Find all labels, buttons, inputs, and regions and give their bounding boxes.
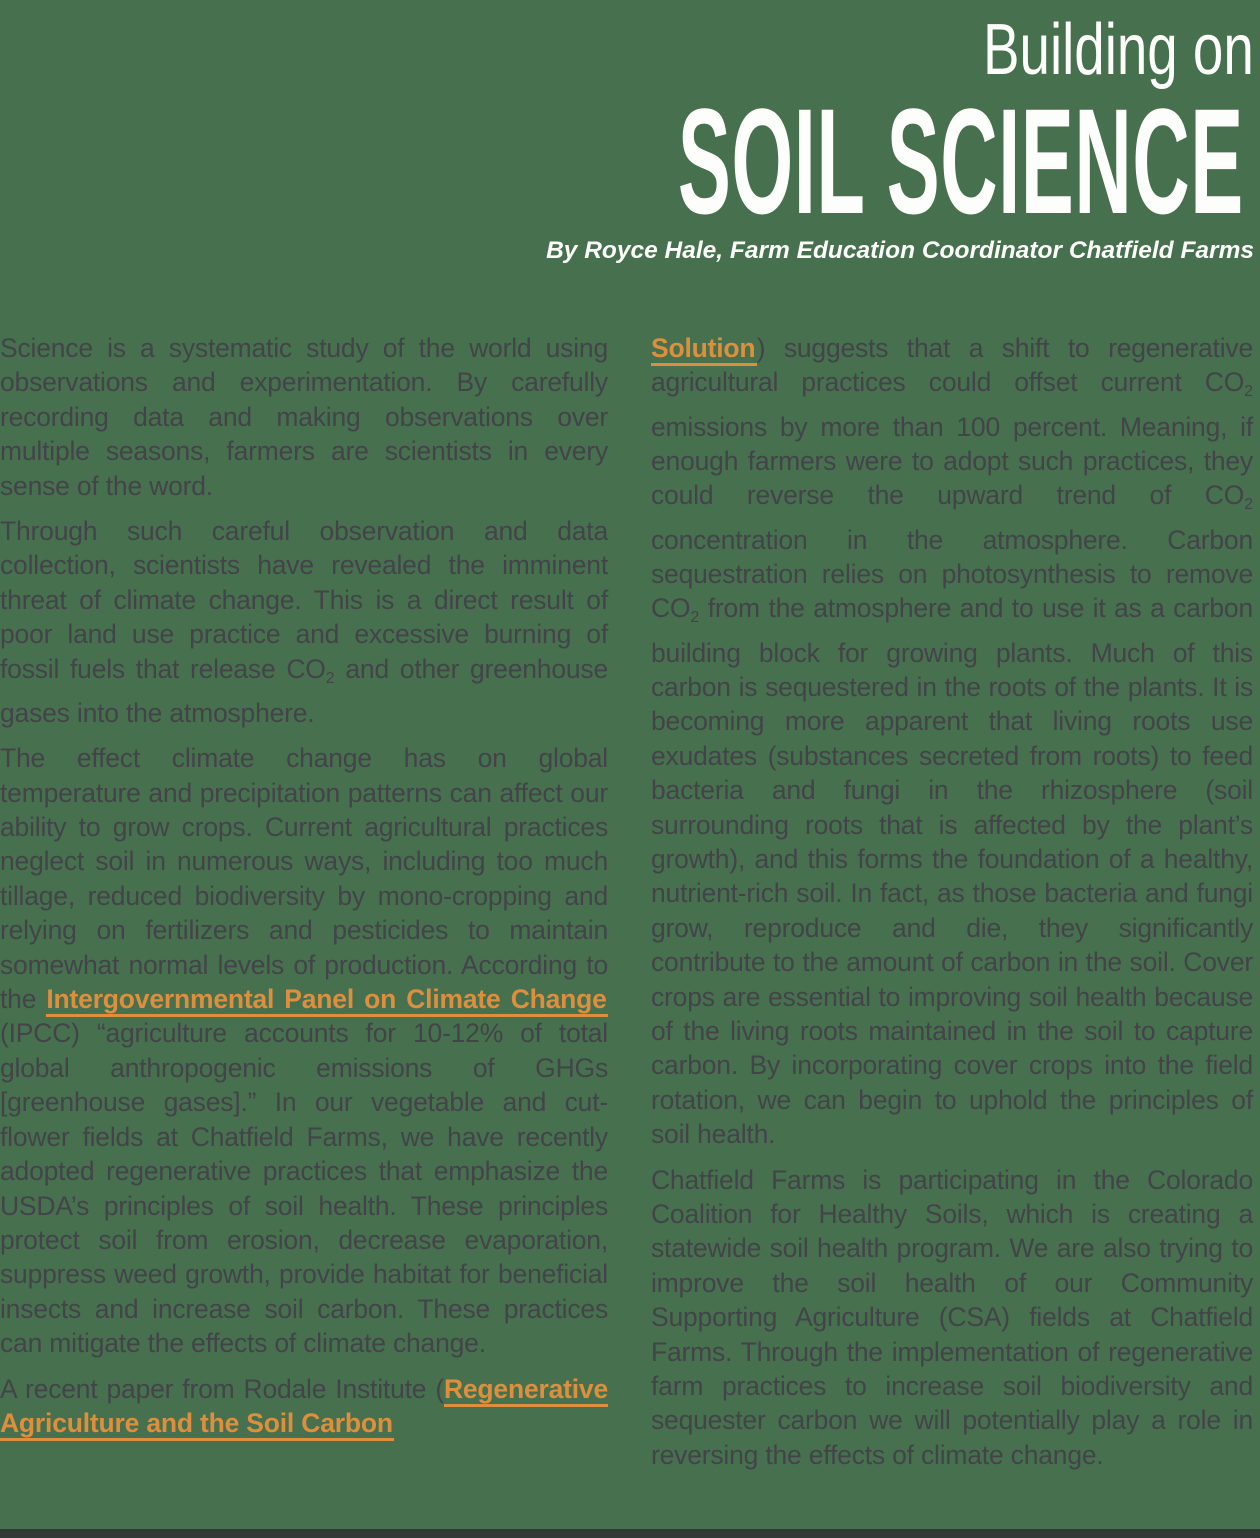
article-body — [0, 331, 1253, 1472]
text-run: concentration in the atmosphere. Carbon sequestration relies on photosynthesis to remove CO — [651, 524, 1253, 624]
paragraph — [651, 331, 1253, 1152]
text-run: emissions by more than 100 percent. Meaning, if enough farmers were to adopt such practices, they could reverse the upward trend of CO — [651, 411, 1253, 511]
page-title: SOIL SCIENCE — [678, 77, 1244, 245]
ipcc-link[interactable]: Intergovernmental Panel on Climate Change — [46, 984, 608, 1017]
paragraph — [0, 741, 608, 1360]
co2-subscript: 2 — [325, 669, 335, 687]
byline: By Royce Hale, Farm Education Coordinator Chatfield Farms — [546, 237, 1254, 264]
right-column — [651, 331, 1253, 1472]
rodale-paper-link-continuation[interactable]: Solution — [651, 333, 757, 366]
paragraph — [0, 331, 608, 503]
text-run: A recent paper from Rodale Institute ( — [0, 1373, 444, 1404]
text-run: Through such careful observation and data collection, scientists have revealed the imminent threat of climate change. This is a direct result of poor land use practice and excessive burning of fossil fuels that release CO — [0, 516, 608, 684]
bottom-edge-strip — [0, 1529, 1260, 1538]
co2-subscript: 2 — [1244, 496, 1253, 514]
paragraph — [651, 1163, 1253, 1473]
text-run: and other greenhouse gases into the atmosphere. — [0, 653, 608, 728]
text-run: Science is a systematic study of the world using observations and experimentation. By carefully recording data and making observations over multiple seasons, farmers are scientists in every sense of the word. — [0, 333, 608, 501]
text-run: from the atmosphere and to use it as a carbon building block for growing plants. Much of this carbon is sequestered in the roots of the plants. It is becoming more apparent that living roots use exudates (substances secreted from roots) to feed bacteria and fungi in the rhizosphere (soil surrounding roots that is affected by the plant’s growth), and this forms the foundation of a healthy, nutrient-rich soil. In fact, as those bacteria and fungi grow, reproduce and die, they significantly contribute to the amount of carbon in the soil. Cover crops are essential to improving soil health because of the living roots maintained in the soil to capture carbon. By incorporating cover crops into the field rotation, we can begin to uphold the principles of soil health. — [651, 593, 1253, 1150]
co2-subscript: 2 — [690, 609, 700, 627]
text-run: Chatfield Farms is participating in the Colorado Coalition for Healthy Soils, which is creating a statewide soil health program. We are also trying to improve the soil health of our Community Supporting Agriculture (CSA) fields at Chatfield Farms. Through the implementation of regenerative farm practices to increase soil biodiversity and sequester carbon we will potentially play a role in reversing the effects of climate change. — [651, 1164, 1253, 1470]
article-header — [176, 0, 1254, 265]
rodale-paper-link[interactable]: Regenerative Agriculture and the Soil Carbon — [0, 1374, 608, 1441]
paragraph — [0, 1372, 608, 1441]
text-run: The effect climate change has on global temperature and precipitation patterns can affect our ability to grow crops. Current agricultural practices neglect soil in numerous ways, including too much tillage, reduced biodiversity by mono-cropping and relying on fertilizers and pesticides to maintain somewhat normal levels of production. According to the — [0, 743, 608, 1015]
co2-subscript: 2 — [1244, 383, 1253, 401]
paragraph — [0, 514, 608, 730]
text-run: (IPCC) “agriculture accounts for 10-12% of total global anthropogenic emissions of GHGs [greenhouse gases].” In our vegetable and cut-flower fields at Chatfield Farms, we have recently adopted regenerative practices that emphasize the USDA’s principles of soil health. These principles protect soil from erosion, decrease evaporation, suppress weed growth, provide habitat for beneficial insects and increase soil carbon. These practices can mitigate the effects of climate change. — [0, 1018, 608, 1359]
text-run: ) suggests that a shift to regenerative agricultural practices could offset current CO — [651, 333, 1253, 398]
header-kicker: Building on — [983, 10, 1254, 90]
left-column — [0, 331, 608, 1472]
